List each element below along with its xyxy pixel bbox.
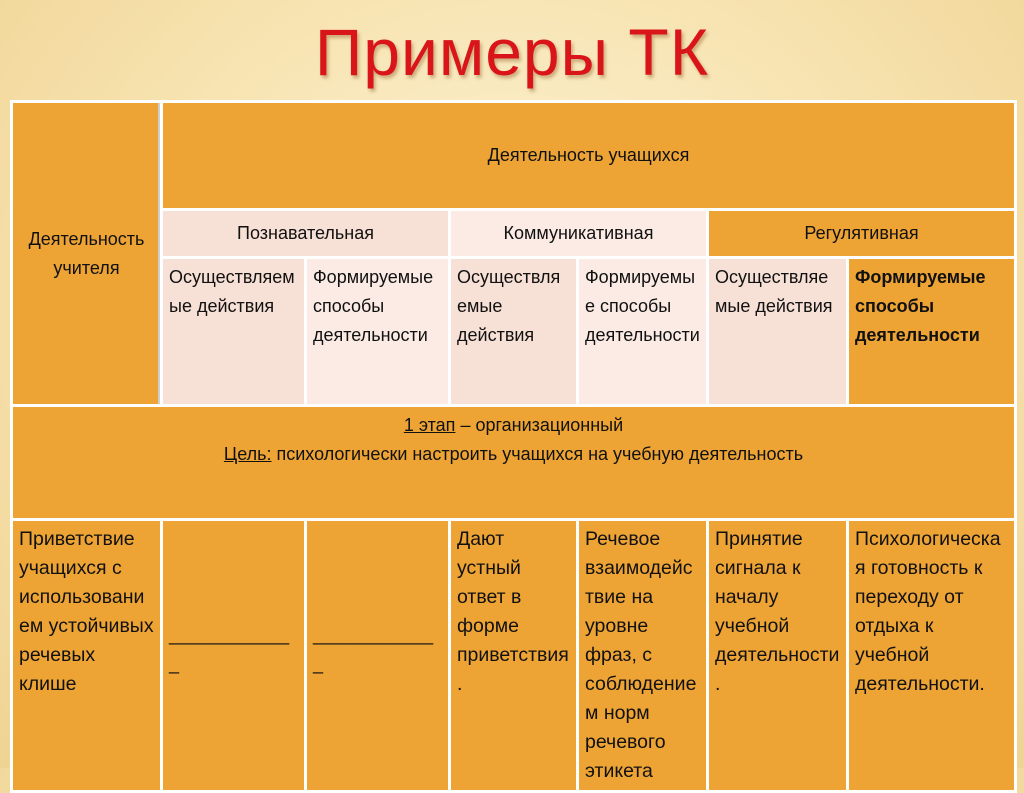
teacher-action-cell: Приветствие учащихся с использованием устойчивых речевых клише (12, 520, 162, 792)
category-communicative: Коммуникативная (450, 210, 708, 258)
subheader-regulative-methods: Формируемые способы деятельности (848, 258, 1016, 406)
tk-table (10, 100, 1017, 793)
subheader-communicative-methods: Формируемые способы деятельности (578, 258, 708, 406)
regulative-methods-cell: Психологическая готовность к переходу от отдыха к учебной деятельности. (848, 520, 1016, 792)
goal-label: Цель: (223, 444, 272, 464)
communicative-actions-cell: Дают устный ответ в форме приветствия. (450, 520, 578, 792)
subheader-cognitive-methods: Формируемые способы деятельности (306, 258, 450, 406)
regulative-actions-cell: Принятие сигнала к началу учебной деятельности. (708, 520, 848, 792)
student-activity-header: Деятельность учащихся (162, 102, 1016, 210)
stage-label: 1 этап (403, 415, 456, 435)
cognitive-methods-blank: _____________ (306, 520, 450, 792)
stage-name: – организационный (455, 415, 624, 435)
category-regulative: Регулятивная (708, 210, 1016, 258)
subheader-cognitive-actions: Осуществляемые действия (162, 258, 306, 406)
subheader-regulative-actions: Осуществляемые действия (708, 258, 848, 406)
goal-text: психологически настроить учащихся на учебную деятельность (271, 444, 804, 464)
teacher-activity-header: Деятельность учителя (12, 102, 162, 406)
category-cognitive: Познавательная (162, 210, 450, 258)
slide-title: Примеры ТК (314, 15, 710, 89)
stage-row (12, 406, 1016, 520)
cognitive-actions-blank: _____________ (162, 520, 306, 792)
subheader-communicative-actions: Осуществляемые действия (450, 258, 578, 406)
communicative-methods-cell: Речевое взаимодействие на уровне фраз, с соблюдением норм речевого этикета (578, 520, 708, 792)
